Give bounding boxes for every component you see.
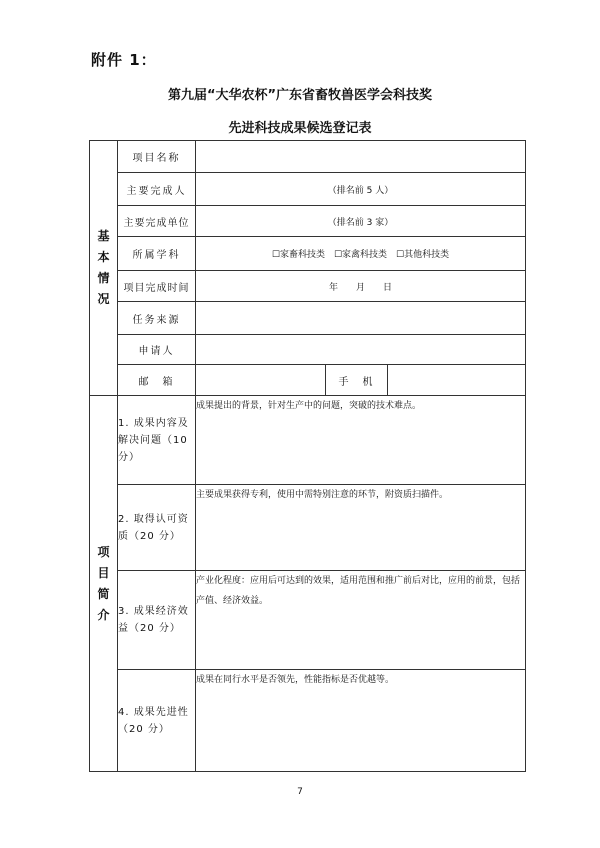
row-discipline bbox=[90, 237, 526, 271]
main-units-field[interactable]: （排名前 3 家） bbox=[196, 206, 526, 237]
project-name-label: 项目名称 bbox=[118, 141, 196, 173]
attachment-label: 附件 1： bbox=[91, 51, 157, 69]
main-contributors-label: 主要完成人 bbox=[118, 173, 196, 206]
intro-label-advancement: 4. 成果先进性（20 分） bbox=[118, 670, 196, 772]
form-subtitle: 先进科技成果候选登记表 bbox=[228, 121, 372, 136]
row-completion-time bbox=[90, 271, 526, 302]
discipline-label: 所属学科 bbox=[118, 237, 196, 271]
row-email-phone bbox=[90, 365, 526, 396]
registration-form-table bbox=[89, 140, 526, 772]
form-title: 第九届“大华农杯”广东省畜牧兽医学会科技奖 bbox=[167, 88, 433, 103]
project-name-field[interactable] bbox=[196, 141, 526, 173]
completion-time-field[interactable]: 年 月 日 bbox=[196, 271, 526, 302]
intro-label-economic: 3. 成果经济效益（20 分） bbox=[118, 571, 196, 670]
section-project-intro-heading: 项目简介 bbox=[90, 396, 118, 772]
row-task-source bbox=[90, 302, 526, 335]
intro-label-qualification: 2. 取得认可资质（20 分） bbox=[118, 485, 196, 571]
row-main-contributors bbox=[90, 173, 526, 206]
intro-label-content: 1. 成果内容及解决问题（10 分） bbox=[118, 396, 196, 485]
page-number: 7 bbox=[297, 787, 303, 797]
intro-row-4 bbox=[90, 670, 526, 772]
intro-field-content[interactable]: 成果提出的背景，针对生产中的问题，突破的技术难点。 bbox=[196, 396, 526, 485]
discipline-checkboxes[interactable]: ☐家畜科技类 ☐家禽科技类 ☐其他科技类 bbox=[196, 237, 526, 271]
task-source-label: 任务来源 bbox=[118, 302, 196, 335]
applicant-field[interactable] bbox=[196, 335, 526, 365]
applicant-label: 申请人 bbox=[118, 335, 196, 365]
main-units-label: 主要完成单位 bbox=[118, 206, 196, 237]
phone-field[interactable] bbox=[388, 365, 526, 396]
intro-field-economic[interactable]: 产业化程度：应用后可达到的效果，适用范围和推广前后对比，应用的前景，包括产值、经济效益。 bbox=[196, 571, 526, 670]
row-main-units bbox=[90, 206, 526, 237]
intro-row-2 bbox=[90, 485, 526, 571]
row-applicant bbox=[90, 335, 526, 365]
main-contributors-field[interactable]: （排名前 5 人） bbox=[196, 173, 526, 206]
completion-time-label: 项目完成时间 bbox=[118, 271, 196, 302]
section-basic-info-heading: 基本情况 bbox=[90, 141, 118, 396]
intro-row-1 bbox=[90, 396, 526, 485]
row-project-name bbox=[90, 141, 526, 173]
email-field[interactable] bbox=[196, 365, 326, 396]
intro-field-advancement[interactable]: 成果在同行水平是否领先，性能指标是否优越等。 bbox=[196, 670, 526, 772]
intro-row-3 bbox=[90, 571, 526, 670]
intro-field-qualification[interactable]: 主要成果获得专利，使用中需特别注意的环节，附资质扫描件。 bbox=[196, 485, 526, 571]
phone-label: 手 机 bbox=[326, 365, 388, 396]
task-source-field[interactable] bbox=[196, 302, 526, 335]
email-label: 邮 箱 bbox=[118, 365, 196, 396]
